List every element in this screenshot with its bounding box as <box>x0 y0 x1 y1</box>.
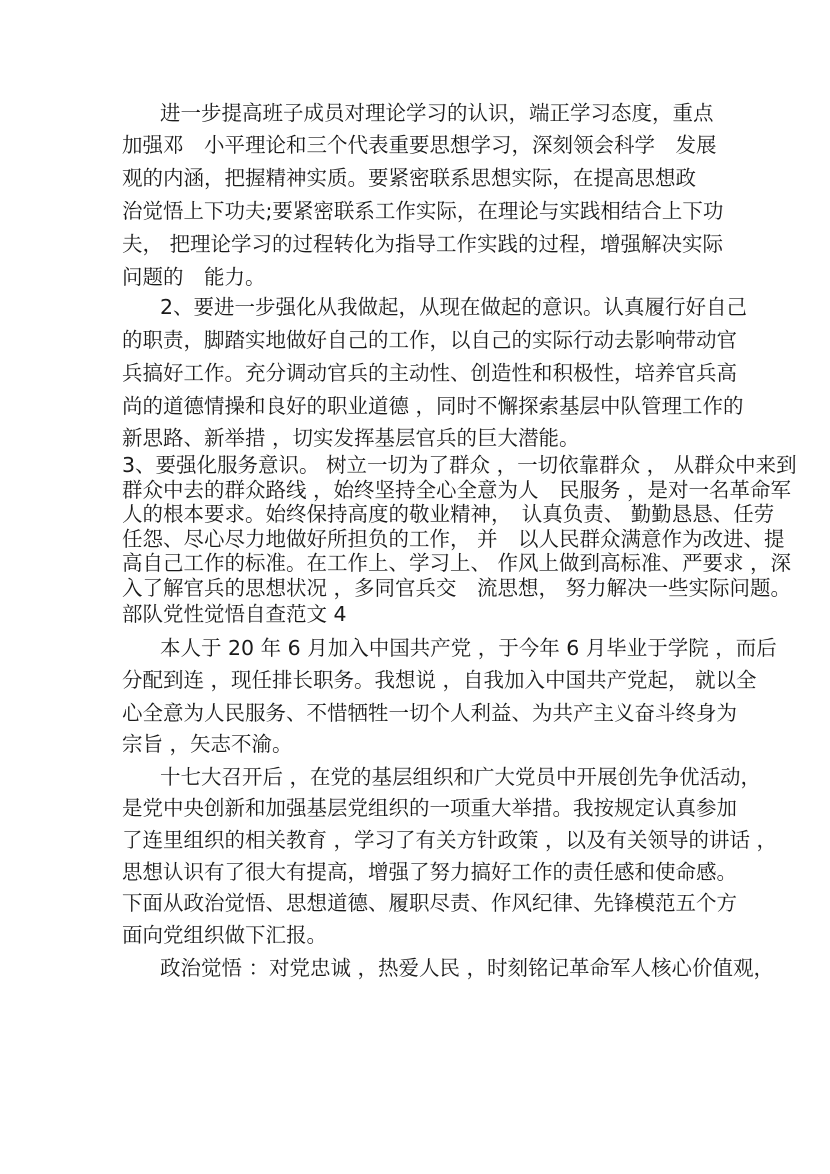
text-line: 任怨、尽心尽力地做好所担负的工作， 并 以人民群众满意作为改进、提 <box>122 527 785 551</box>
text-line: 人的根本要求。始终保持高度的敬业精神， 认真负责、 勤勤恳恳、任劳 <box>122 502 775 526</box>
text-line: 心全意为人民服务、不惜牺牲一切个人利益、为共产主义奋斗终身为 <box>122 701 737 725</box>
text-line: 加强邓 小平理论和三个代表重要思想学习，深刻领会科学 发展 <box>122 133 717 157</box>
text-line: 观的内涵，把握精神实质。要紧密联系思想实际，在提高思想政 <box>122 166 696 190</box>
text-line: 进一步提高班子成员对理论学习的认识，端正学习态度，重点 <box>160 101 714 125</box>
text-line: 十七大召开后 ，在党的基层组织和广大党员中开展创先争优活动， <box>160 765 762 789</box>
text-line: 兵搞好工作。充分调动官兵的主动性、创造性和积极性，培养官兵高 <box>122 361 737 385</box>
text-line: 政治觉悟 ：对党忠诚 ，热爱人民 ，时刻铭记革命军人核心价值观， <box>160 956 775 980</box>
text-line: 了连里组织的相关教育 ，学习了有关方针政策 ，以及有关领导的讲话 ， <box>122 828 778 852</box>
text-line: 夫， 把理论学习的过程转化为指导工作实践的过程，增强解决实际 <box>122 232 724 256</box>
section-heading: 部队党性觉悟自查范文 4 <box>122 602 347 626</box>
text-line: 尚的道德情操和良好的职业道德 ，同时不懈探索基层中队管理工作的 <box>122 394 744 418</box>
text-line: 下面从政治觉悟、思想道德、履职尽责、作风纪律、先锋模范五个方 <box>122 891 737 915</box>
text-line: 入了解官兵的思想状况 ，多同官兵交 流思想， 努力解决一些实际问题。 <box>122 576 792 600</box>
text-line: 治觉悟上下功夫;要紧密联系工作实际，在理论与实践相结合上下功 <box>122 199 724 223</box>
text-line: 思想认识有了很大有提高，增强了努力搞好工作的责任感和使命感。 <box>122 860 737 884</box>
text-line: 3、要强化服务意识。 树立一切为了群众 ，一切依靠群众 ， 从群众中来到 <box>122 453 797 477</box>
text-line: 新思路、新举措 ，切实发挥基层官兵的巨大潜能。 <box>122 426 580 450</box>
text-line: 本人于 20 年 6 月加入中国共产党 ，于今年 6 月毕业于学院 ，而后 <box>160 636 777 660</box>
text-line: 是党中央创新和加强基层党组织的一项重大举措。我按规定认真参加 <box>122 796 737 820</box>
text-line: 面向党组织做下汇报。 <box>122 923 327 947</box>
text-line: 分配到连 ，现任排长职务。我想说 ，自我加入中国共产党起， 就以全 <box>122 668 757 692</box>
text-line: 群众中去的群众路线 ，始终坚持全心全意为人 民服务 ，是对一名革命军 <box>122 478 792 502</box>
text-line: 2、要进一步强化从我做起，从现在做起的意识。认真履行好自己 <box>160 295 748 319</box>
text-line: 宗旨 ，矢志不渝。 <box>122 732 293 756</box>
text-line: 的职责，脚踏实地做好自己的工作，以自己的实际行动去影响带动官 <box>122 328 737 352</box>
text-line: 高自己工作的标准。在工作上、学习上、 作风上做到高标准、严要求 ，深 <box>122 551 792 575</box>
text-line: 问题的 能力。 <box>122 265 266 289</box>
